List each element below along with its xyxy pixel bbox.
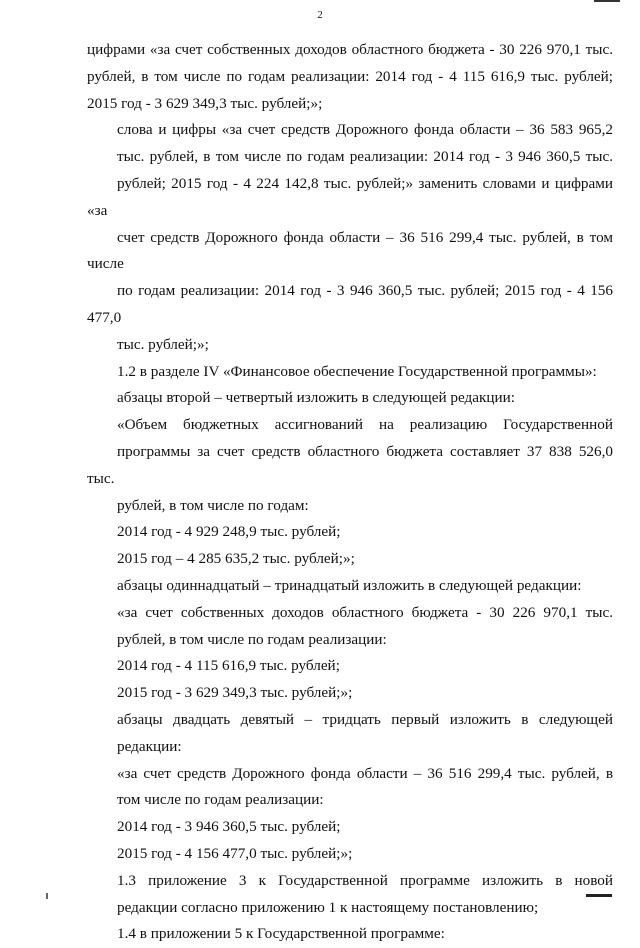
text-line: 2015 год - 3 629 349,3 тыс. рублей;»; [117, 684, 353, 702]
text-line: «за счет собственных доходов областного бюджета - 30 226 970,1 тыс. [117, 603, 613, 621]
document-body [87, 37, 613, 948]
text-line: абзацы одиннадцатый – тринадцатый изложить в следующей редакции: [117, 576, 582, 594]
paragraph [87, 412, 613, 519]
text-line: «Объем бюджетных ассигнований на реализацию Государственной [117, 416, 613, 434]
scan-mark-left [46, 893, 48, 899]
text-line: 1.2 в разделе IV «Финансовое обеспечение Государственной программы»: [117, 362, 597, 380]
paragraph [87, 921, 613, 948]
text-line: цифрами «за счет собственных доходов областного бюджета - 30 226 970,1 тыс. [87, 41, 613, 58]
text-line: том числе по годам реализации: [117, 791, 324, 809]
paragraph [87, 37, 613, 117]
text-line: слова и цифры «за счет средств Дорожного фонда области – 36 583 965,2 [117, 121, 613, 139]
text-line: по годам реализации: 2014 год - 3 946 360,5 тыс. рублей; 2015 год - 4 156 477,0 [87, 282, 613, 326]
text-line: «за счет средств Дорожного фонда области – 36 516 299,4 тыс. рублей, в [117, 764, 613, 782]
text-line: 2015 год - 3 629 349,3 тыс. рублей;»; [87, 94, 323, 112]
text-line: редакции согласно приложению 1 к настоящему постановлению; [117, 898, 539, 916]
text-line: тыс. рублей;»; [117, 335, 209, 353]
paragraph [87, 385, 613, 412]
text-line: рублей, в том числе по годам реализации: [117, 630, 387, 648]
text-line: 1.3 приложение 3 к Государственной программе изложить в новой [117, 871, 613, 889]
paragraph [87, 573, 613, 600]
scan-mark-bottom [586, 894, 612, 897]
text-line: редакции: [117, 737, 182, 755]
paragraph [87, 117, 613, 358]
paragraph [87, 868, 613, 922]
scan-mark-top [594, 0, 620, 2]
paragraph [87, 359, 613, 386]
paragraph [87, 841, 613, 868]
text-line: рублей, в том числе по годам реализации: 2014 год - 4 115 616,9 тыс. рублей; [87, 67, 613, 85]
paragraph [87, 680, 613, 707]
page-number: 2 [317, 9, 323, 21]
paragraph [87, 707, 613, 761]
paragraph [87, 600, 613, 654]
text-line: программы за счет средств областного бюджета составляет 37 838 526,0 тыс. [87, 442, 613, 487]
paragraph [87, 761, 613, 815]
text-line: тыс. рублей, в том числе по годам реализации: 2014 год - 3 946 360,5 тыс. [117, 148, 613, 166]
text-line: 2014 год - 4 929 248,9 тыс. рублей; [117, 523, 341, 541]
text-line: 1.4 в приложении 5 к Государственной программе: [117, 925, 445, 943]
text-line: 2015 год - 4 156 477,0 тыс. рублей;»; [117, 844, 353, 862]
text-line: абзацы двадцать девятый – тридцать первый изложить в следующей [117, 710, 613, 728]
text-line: 2015 год – 4 285 635,2 тыс. рублей;»; [117, 550, 355, 568]
text-line: рублей, в том числе по годам: [117, 496, 309, 514]
text-line: счет средств Дорожного фонда области – 36 516 299,4 тыс. рублей, в том числе [87, 228, 613, 273]
paragraph [87, 814, 613, 841]
paragraph [87, 546, 613, 573]
text-line: 2014 год - 4 115 616,9 тыс. рублей; [117, 657, 340, 675]
paragraph [87, 519, 613, 546]
text-line: 2014 год - 3 946 360,5 тыс. рублей; [117, 818, 341, 836]
paragraph [87, 653, 613, 680]
text-line: абзацы второй – четвертый изложить в следующей редакции: [117, 389, 516, 407]
text-line: рублей; 2015 год - 4 224 142,8 тыс. рублей;» заменить словами и цифрами «за [87, 174, 613, 219]
